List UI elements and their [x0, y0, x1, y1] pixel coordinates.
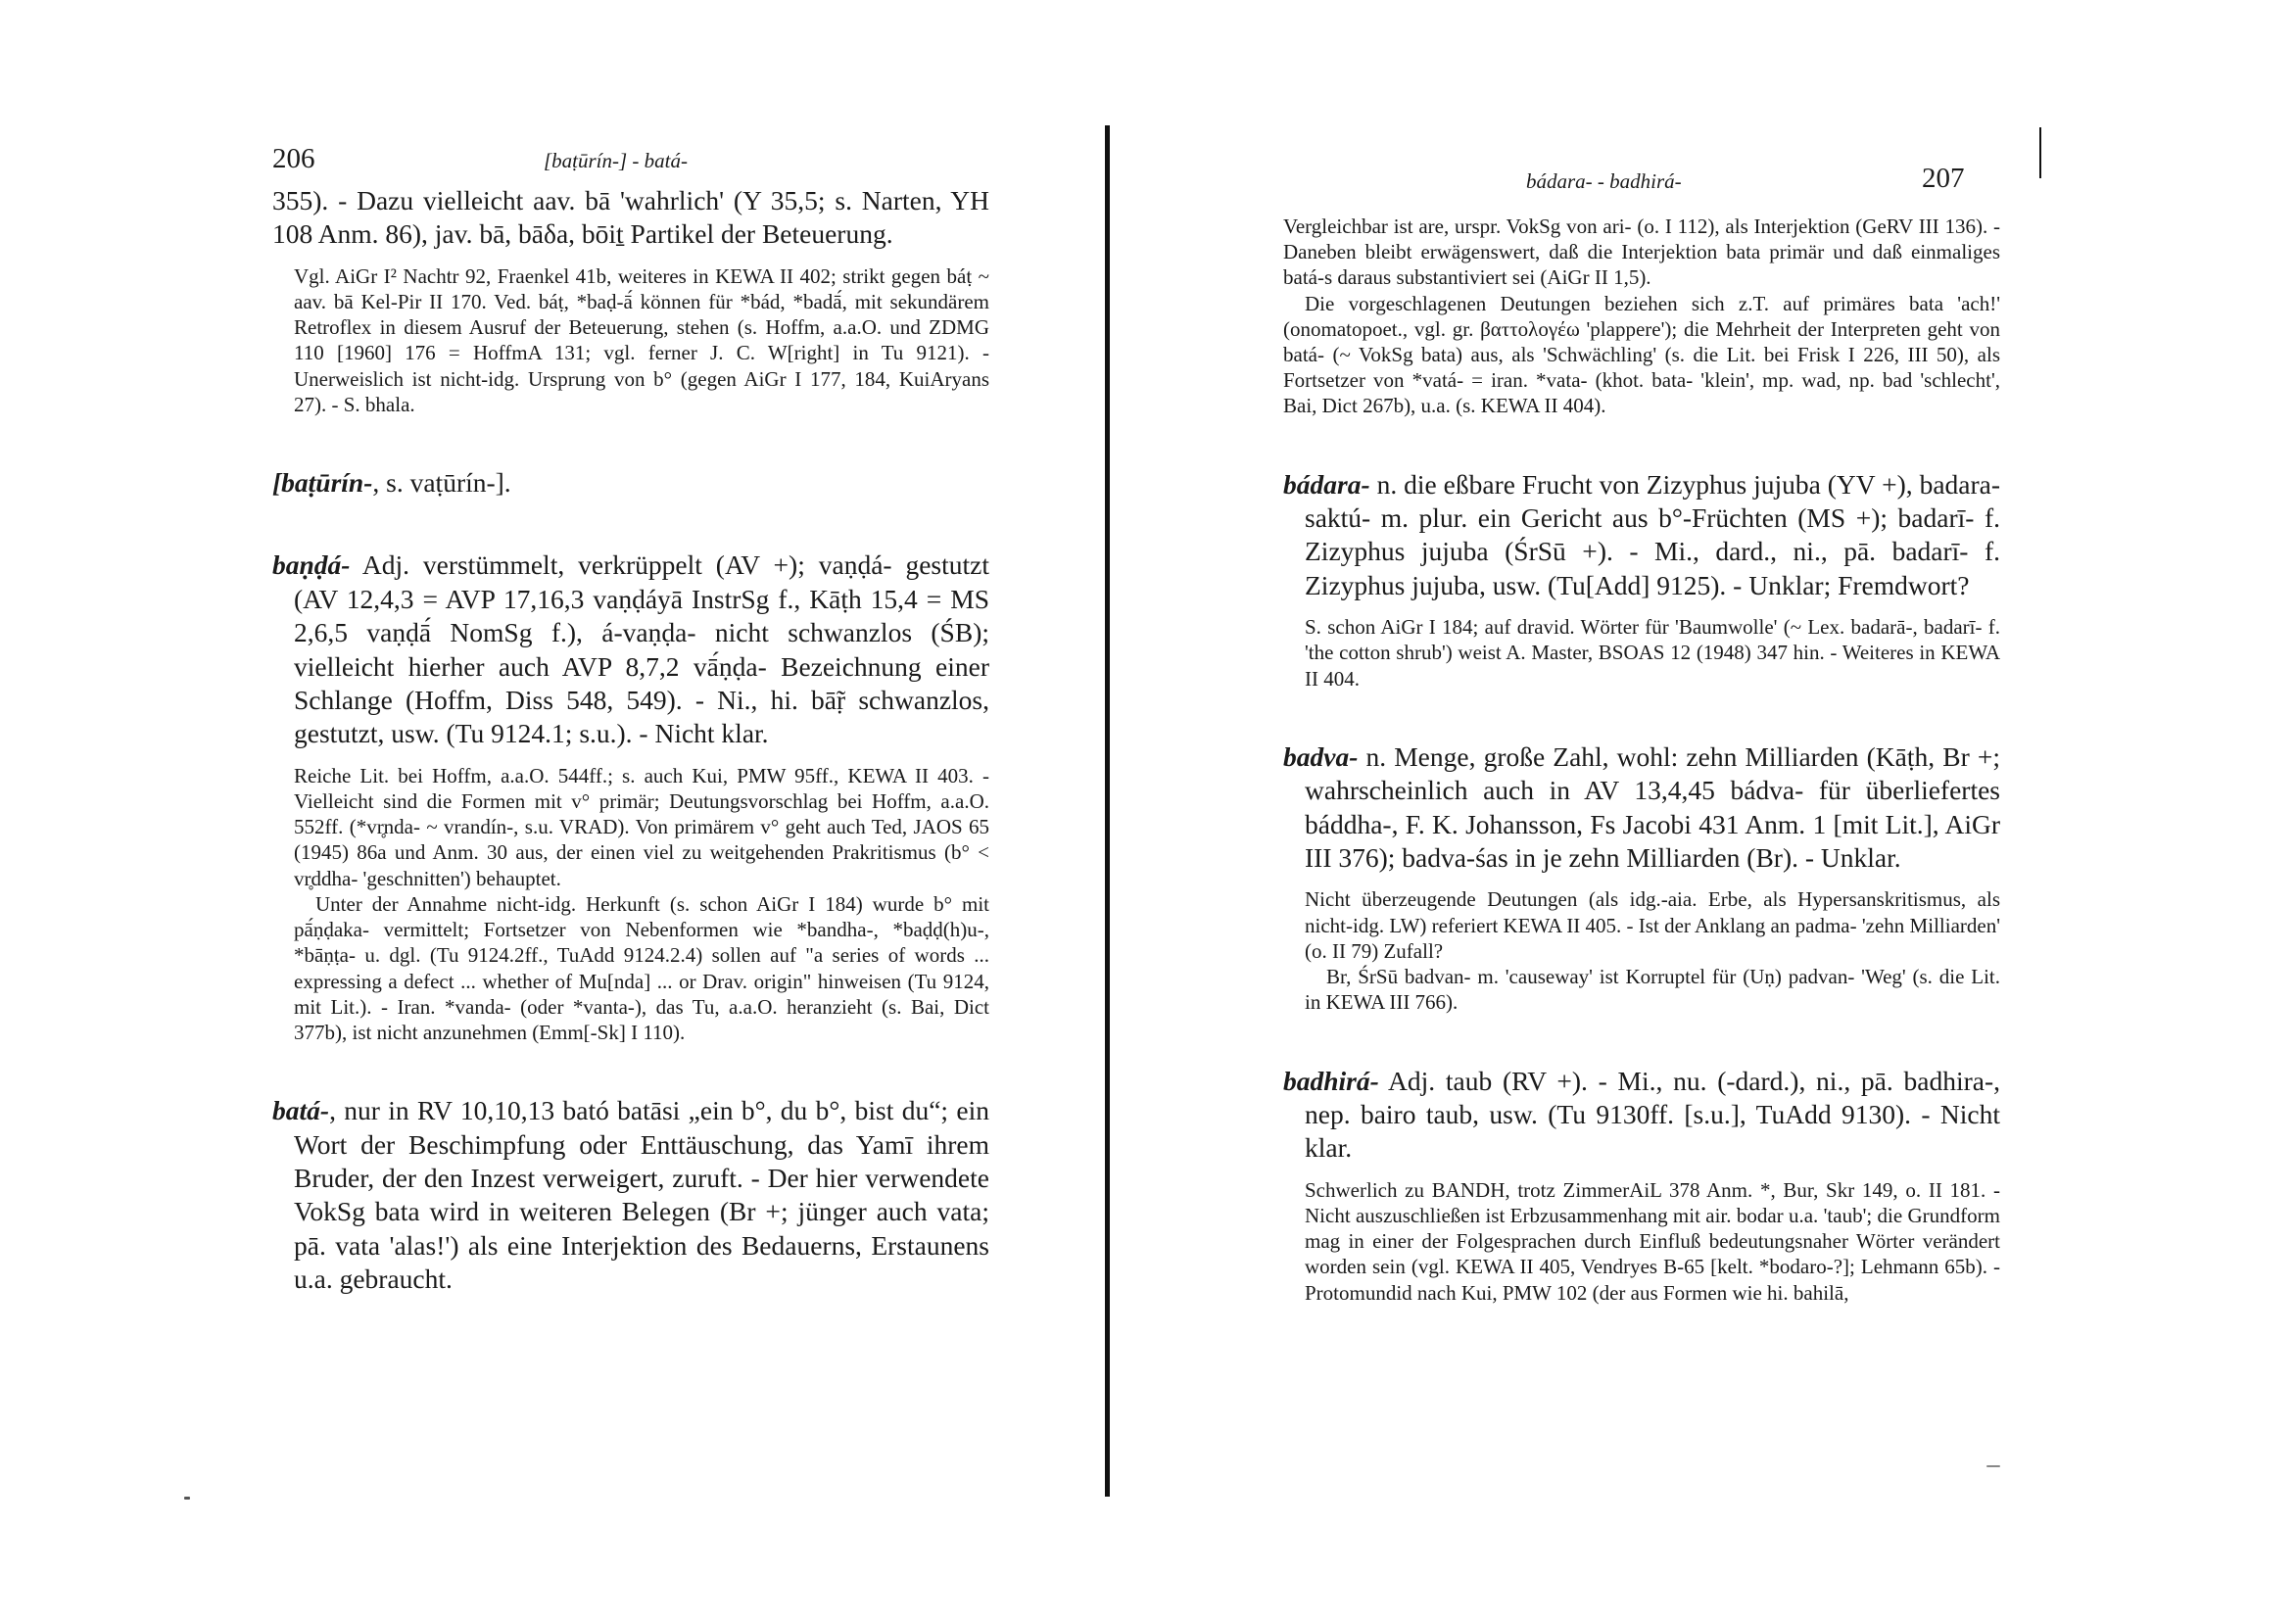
scan-speck	[184, 1497, 190, 1500]
edge-mark	[2039, 127, 2041, 178]
entry-note: Br, ŚrSū badvan- m. 'causeway' ist Korruptel für (Uṇ) padvan- 'Weg' (s. die Lit. in KEWA III 766).	[1305, 965, 2000, 1015]
entry-bata	[272, 1094, 989, 1296]
entry-body: n. Menge, große Zahl, wohl: zehn Milliarden (Kāṭh, Br +; wahrscheinlich auch in AV 13,4,45 bádva- für überliefertes báddha-, F. K. Johansson, Fs Jacobi 431 Anm. 1 [mit Lit.], AiGr III 376); badva-śas in je zehn Milliarden (Br). - Unklar.	[1305, 740, 2000, 874]
entry-badhira	[1283, 1065, 2000, 1306]
entry-body: , nur in RV 10,10,13 bató batāsi „ein b°, du b°, bist du“; ein Wort der Beschimpfung oder Enttäuschung, das Yamī ihrem Bruder, der den Inzest verweigert, zuruft. - Der hier verwendete VokSg bata wird in weiteren Belegen (Br +; jünger auch vata; pā. vata 'alas!') als eine Interjektion des Bedauerns, Erstaunens u.a. gebraucht.	[294, 1095, 989, 1295]
entry-note: Schwerlich zu BANDH, trotz ZimmerAiL 378 Anm. *, Bur, Skr 149, o. II 181. - Nicht auszuschließen ist Erbzusammenhang mit air. bodar u.a. 'taub'; die Grundform mag in einer der Folgesprachen durch Einfluß bedeutungsnaher Wörter verändert worden sein (vgl. KEWA II 405, Vendryes B-65 [kelt. *bodaro-?]; Lehmann 65b). - Protomundid nach Kui, PMW 102 (der aus Formen wie hi. bahilā,	[1305, 1177, 2000, 1305]
entry-body: Adj. taub (RV +). - Mi., nu. (-dard.), ni., pā. badhira-, nep. bairo taub, usw. (Tu 9130ff. [s.u.], TuAdd 9130). - Nicht klar.	[1305, 1065, 2000, 1164]
entry-note: Reiche Lit. bei Hoffm, a.a.O. 544ff.; s. auch Kui, PMW 95ff., KEWA II 403. - Vielleicht sind die Formen mit v° primär; Deutungsvorschlag bei Hoffm, a.a.O. 552ff. (*vr̥nda- ~ vrandín-, s.u. VRAD). Von primärem v° geht auch Ted, JAOS 65 (1945) 86a und Anm. 30 aus, der einen viel zu weitgehenden Prakritismus (b° < vr̥ddha- 'geschnitten') behauptet.	[294, 763, 989, 890]
gutter-line	[1105, 125, 1110, 1497]
entry-banda	[272, 549, 989, 1045]
scan-speck	[1986, 1465, 2000, 1467]
continuation-note: Vergleichbar ist are, urspr. VokSg von ari- (o. I 112), als Interjektion (GeRV III 136). - Daneben bleibt erwägenswert, daß die Interjektion bata primär und daß einmaliges batá-s daraus substantiviert sei (AiGr II 1,5).	[1283, 215, 2000, 290]
page-number: 206	[272, 143, 315, 174]
entry-body: , s. vaṭūrín-].	[372, 467, 511, 499]
entry-note: S. schon AiGr I 184; auf dravid. Wörter für 'Baumwolle' (~ Lex. badarā-, badarī- f. 'the cotton shrub') weist A. Master, BSOAS 12 (1948) 347 hin. - Weiteres in KEWA II 404.	[1305, 615, 2000, 691]
headword: bádara-	[1283, 468, 1370, 500]
entry-body: Adj. verstümmelt, verkrüppelt (AV +); vaṇḍá- gestutzt (AV 12,4,3 = AVP 17,16,3 vaṇḍáyā InstrSg f., Kāṭh 15,4 = MS 2,6,5 vaṇḍā́ NomSg f.), á-vaṇḍa- nicht schwanzlos (ŚB); vielleicht hierher auch AVP 8,7,2 vā́ṇḍa- Bezeichnung einer Schlange (Hoffm, Diss 548, 549). - Ni., hi. bā̃ṛ schwanzlos, gestutzt, usw. (Tu 9124.1; s.u.). - Nicht klar.	[294, 549, 989, 749]
text-column	[1283, 214, 2000, 1306]
entry-badara	[1283, 468, 2000, 692]
continuation-text: 355). - Dazu vielleicht aav. bā 'wahrlich' (Y 35,5; s. Narten, YH 108 Anm. 86), jav. bā, bāδa, bōiṯ Partikel der Beteuerung.	[272, 185, 989, 250]
continuation-note: Vgl. AiGr I² Nachtr 92, Fraenkel 41b, weiteres in KEWA II 402; strikt gegen báṭ ~ aav. bā Kel-Pir II 170. Ved. báṭ, *baḍ-ā́ können für *bád, *badā́, mit sekundärem Retroflex in diesem Ausruf der Beteuerung, stehen (s. Hoffm, a.a.O. und ZDMG 110 [1960] 176 = HoffmA 131; vgl. ferner J. C. W[right] in Tu 9121). - Unerweislich ist nicht-idg. Ursprung von b° (gegen AiGr I 177, 184, KuiAryans 27). - S. bhala.	[294, 263, 989, 416]
page-number: 207	[1922, 163, 1965, 194]
headword: badhirá-	[1283, 1065, 1379, 1096]
headword: badva-	[1283, 740, 1359, 772]
entry-note: Unter der Annahme nicht-idg. Herkunft (s. schon AiGr I 184) wurde b° mit pā́ṇḍaka- vermittelt; Fortsetzer von Nebenformen wie *bandha-, *baḍḍ(h)u-, *bāṇṭa- u. dgl. (Tu 9124.2ff., TuAdd 9124.2.4) sollen auf "a series of words ... expressing a defect ... whether of Mu[nda] ... or Drav. origin" hinweisen (Tu 9124, mit Lit.). - Iran. *vanda- (oder *vanta-), das Tu, a.a.O. heranzieht (s. Bai, Dict 377b), ist nicht anzunehmen (Emm[-Sk] I 110).	[294, 891, 989, 1044]
entry-note: Nicht überzeugende Deutungen (als idg.-aia. Erbe, als Hypersanskritismus, als nicht-idg. LW) referiert KEWA II 405. - Ist der Anklang an padma- 'zehn Milliarden' (o. II 79) Zufall?	[1305, 887, 2000, 963]
headword: baṇḍá-	[272, 549, 351, 581]
text-column	[272, 184, 989, 1297]
entry-badva	[1283, 740, 2000, 1016]
running-head: [baṭūrín-] - batá-	[544, 149, 688, 172]
entry-baturin	[272, 466, 989, 500]
left-page	[0, 0, 1117, 1622]
running-head: bádara- - badhirá-	[1526, 169, 1682, 193]
right-page	[1117, 0, 2296, 1622]
entry-body: n. die eßbare Frucht von Zizyphus jujuba (YV +), badara-saktú- m. plur. ein Gericht aus b°-Früchten (MS +); badarī- f. Zizyphus jujuba (ŚrSū +). - Mi., dard., ni., pā. badarī- f. Zizyphus jujuba, usw. (Tu[Add] 9125). - Unklar; Fremdwort?	[1305, 468, 2000, 600]
headword: batá-	[272, 1095, 330, 1126]
headword: [baṭūrín-	[272, 467, 373, 499]
continuation-note: Die vorgeschlagenen Deutungen beziehen sich z.T. auf primäres bata 'ach!' (onomatopoet., vgl. gr. βαττολογέω 'plappere'); die Mehrheit der Interpreten geht von batá- (~ VokSg bata) aus, als 'Schwächling' (s. die Lit. bei Frisk I 226, III 50), als Fortsetzer von *vatá- = iran. *vata- (khot. bata- 'klein', mp. wad, np. bad 'schlecht', Bai, Dict 267b), u.a. (s. KEWA II 404).	[1283, 291, 2000, 418]
